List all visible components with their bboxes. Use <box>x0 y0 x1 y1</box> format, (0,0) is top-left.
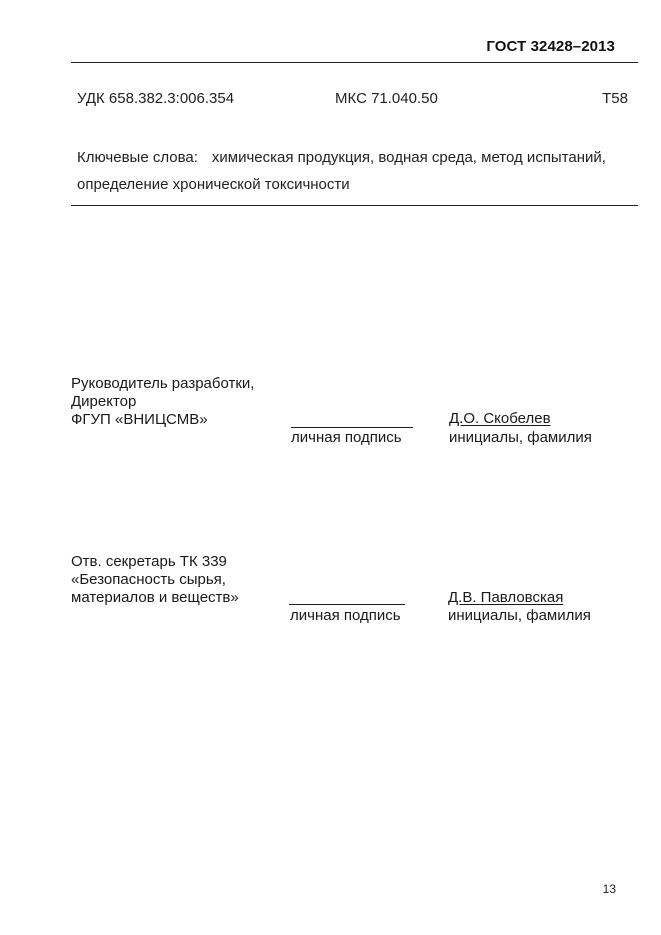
role-line: ФГУП «ВНИЦСМВ» <box>71 411 208 428</box>
name-caption-1: инициалы, фамилия <box>449 429 592 446</box>
udk-code: УДК 658.382.3:006.354 <box>77 90 235 107</box>
signature-line-1 <box>291 427 413 428</box>
signer-role-1 <box>71 375 254 429</box>
signer-name-2: Д.В. Павловская <box>448 589 564 606</box>
role-line: Директор <box>71 393 137 410</box>
keywords-label: Ключевые слова: <box>77 149 198 166</box>
role-line: «Безопасность сырья, <box>71 571 226 588</box>
keywords-line-1: химическая продукция, водная среда, метод испытаний, <box>211 149 606 166</box>
signer-name-1: Д.О. Скобелев <box>449 410 551 427</box>
header-divider <box>71 62 638 63</box>
role-line: Отв. секретарь ТК 339 <box>71 553 227 570</box>
signature-caption-1: личная подпись <box>291 429 402 446</box>
page-number: 13 <box>602 882 616 896</box>
keywords-line-2: определение хронической токсичности <box>77 176 350 193</box>
role-line: материалов и веществ» <box>71 589 239 606</box>
signature-caption-2: личная подпись <box>290 607 401 624</box>
signature-line-2 <box>289 604 405 605</box>
name-caption-2: инициалы, фамилия <box>448 607 591 624</box>
t-code: Т58 <box>602 90 628 107</box>
keywords-block <box>77 144 642 198</box>
document-code: ГОСТ 32428–2013 <box>486 38 615 55</box>
keywords-divider <box>71 205 638 206</box>
role-line: Руководитель разработки, <box>71 375 255 392</box>
mks-code: МКС 71.040.50 <box>335 90 438 107</box>
signer-role-2 <box>71 553 239 607</box>
